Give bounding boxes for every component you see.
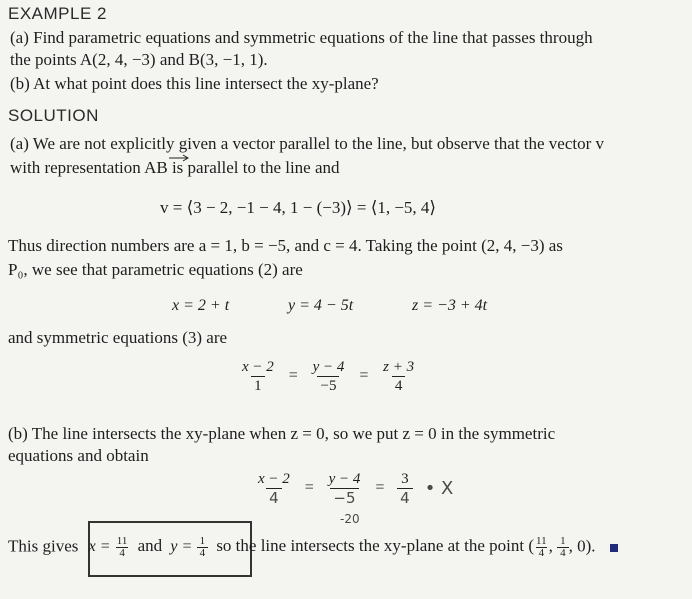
- solution-title: SOLUTION: [8, 106, 99, 125]
- part-b-line2: equations and obtain: [8, 446, 149, 465]
- sym-frac-x: $\frac{x - 2}{1}$: [242, 359, 274, 394]
- part-a-question-line2: the points A(2, 4, −3) and B(3, −1, 1).: [10, 50, 268, 69]
- example-title: EXAMPLE 2: [8, 4, 107, 23]
- solution-a-line2: with representation AB is parallel to the line and: [10, 158, 340, 177]
- part-a-question-line1: (a) Find parametric equations and symmetric equations of the line that passes through: [10, 28, 593, 47]
- handwritten-note: • X: [424, 478, 454, 499]
- vector-arrow-icon: [168, 154, 190, 162]
- conclusion-x-fraction: $\frac{11}{4}$: [116, 535, 128, 559]
- parametric-x: x = 2 + t: [172, 297, 230, 314]
- b-frac-y: $\frac{y - 4}{-5}$: [328, 471, 361, 507]
- part-b-line1: (b) The line intersects the xy-plane when z = 0, so we put z = 0 in the symmetric: [8, 424, 556, 443]
- end-of-proof-square-icon: [610, 544, 618, 552]
- direction-numbers-line1: Thus direction numbers are a = 1, b = −5, and c = 4. Taking the point (2, 4, −3) as: [8, 236, 563, 255]
- parametric-z: z = −3 + 4t: [412, 297, 488, 314]
- b-frac-z: $\frac{3}{4}$: [397, 470, 413, 507]
- symmetric-intro: and symmetric equations (3) are: [8, 328, 228, 347]
- conclusion-line: This gives x = $\frac{11}{4}$ and y = $\frac{1}{4}$ so the line intersects the xy-plane at the point ( $\frac{11}{4}$ , $\frac{1}{4}$ , 0).: [8, 536, 618, 559]
- symmetric-equations: $\frac{x - 2}{1}$ = $\frac{y - 4}{-5}$ = $\frac{z + 3}{4}$: [242, 359, 415, 394]
- direction-vector-equation: v = ⟨3 − 2, −1 − 4, 1 − (−3)⟩ = ⟨1, −5, 4⟩: [160, 198, 437, 217]
- direction-numbers-line2: P₀, we see that parametric equations (2) are: [8, 260, 303, 279]
- part-b-question: (b) At what point does this line intersect the xy-plane?: [10, 74, 379, 93]
- sym-frac-y: $\frac{y - 4}{-5}$: [312, 359, 345, 394]
- point-y-fraction: $\frac{1}{4}$: [557, 536, 569, 559]
- sym-frac-z: $\frac{z + 3}{4}$: [383, 359, 415, 394]
- parametric-y: y = 4 − 5t: [288, 297, 354, 314]
- part-b-equation: $\frac{x - 2}{4}$ = $\frac{y - 4}{-5}$ = $\frac{3}{4}$ • X: [258, 471, 454, 507]
- handwritten-under: -20: [340, 512, 360, 526]
- solution-a-line1: (a) We are not explicitly given a vector parallel to the line, but observe that the vector v: [10, 134, 605, 153]
- point-x-fraction: $\frac{11}{4}$: [536, 535, 547, 559]
- b-frac-x: $\frac{x - 2}{4}$: [258, 471, 290, 507]
- conclusion-y-fraction: $\frac{1}{4}$: [197, 536, 209, 559]
